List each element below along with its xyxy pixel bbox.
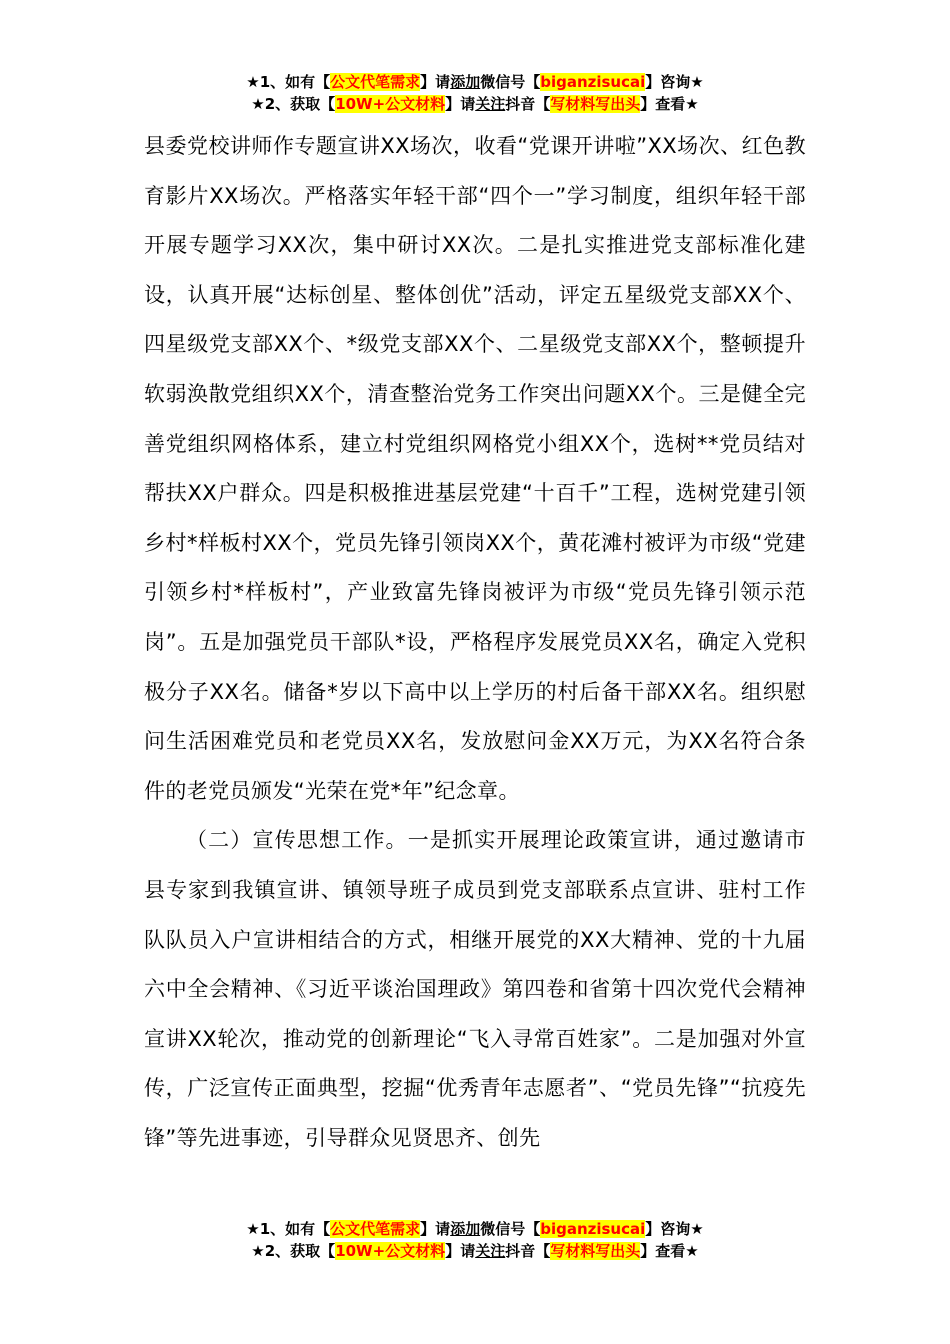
banner-text: 】咨询★	[645, 73, 704, 91]
banner-text: ★2、获取【	[251, 1242, 336, 1260]
banner-text: ★1、如有【	[246, 1220, 331, 1238]
body-paragraph-publicity: （二）宣传思想工作。一是抓实开展理论政策宣讲，通过邀请市县专家到我镇宣讲、镇领导班子成员到党支部联系点宣讲、驻村工作队队员入户宣讲相结合的方式，相继开展党的XX大精神、党的十九届六中全会精神、《习近平谈治国理政》第四卷和省第十四次党代会精神宣讲XX轮次，推动党的创新理论“飞入寻常百姓家”。二是加强对外宣传，广泛宣传正面典型，挖掘“优秀青年志愿者”、“党员先锋”“抗疫先锋”等先进事迹，引导群众见贤思齐、创先	[144, 828, 806, 1150]
banner-text: ★2、获取【	[251, 95, 336, 113]
banner-highlight: 公文代笔需求	[330, 1220, 421, 1238]
banner-text: 微信号【	[480, 1220, 541, 1238]
banner-highlight: 写材料写出头	[550, 1242, 641, 1260]
banner-emphasis: 添加	[450, 1220, 481, 1238]
banner-text: 】请	[420, 73, 451, 91]
header-banner	[0, 71, 950, 115]
body-paragraph-party-building: 县委党校讲师作专题宣讲XX场次，收看“党课开讲啦”XX场次、红色教育影片XX场次。严格落实年轻干部“四个一”学习制度，组织年轻干部开展专题学习XX次，集中研讨XX次。二是扎实推进党支部标准化建设，认真开展“达标创星、整体创优”活动，评定五星级党支部XX个、四星级党支部XX个、*级党支部XX个、二星级党支部XX个，整顿提升软弱涣散党组织XX个，清查整治党务工作突出问题XX个。三是健全完善党组织网格体系，建立村党组织网格党小组XX个，选树**党员结对帮扶XX户群众。四是积极推进基层党建“十百千”工程，选树党建引领乡村*样板村XX个，党员先锋引领岗XX个，黄花滩村被评为市级“党建引领乡村*样板村”，产业致富先锋岗被评为市级“党员先锋引领示范岗”。五是加强党员干部队*设，严格程序发展党员XX名，确定入党积极分子XX名。储备*岁以下高中以上学历的村后备干部XX名。组织慰问生活困难党员和老党员XX名，发放慰问金XX万元，为XX名符合条件的老党员颁发“光荣在党*年”纪念章。	[144, 134, 806, 803]
banner-highlight: biganzisucai	[540, 73, 646, 91]
banner-line-follow	[0, 93, 950, 115]
banner-highlight: 写材料写出头	[550, 95, 641, 113]
footer-banner	[0, 1218, 950, 1262]
banner-line-consult	[0, 71, 950, 93]
banner-text: 】咨询★	[645, 1220, 704, 1238]
banner-emphasis: 添加	[450, 73, 481, 91]
banner-line-follow	[0, 1240, 950, 1262]
banner-text: 微信号【	[480, 73, 541, 91]
banner-highlight: 公文代笔需求	[330, 73, 421, 91]
banner-highlight: 10W+公文材料	[335, 95, 446, 113]
banner-highlight: 10W+公文材料	[335, 1242, 446, 1260]
banner-line-consult	[0, 1218, 950, 1240]
document-body	[144, 122, 806, 1163]
banner-text: ★1、如有【	[246, 73, 331, 91]
banner-emphasis: 关注	[475, 1242, 506, 1260]
banner-emphasis: 关注	[475, 95, 506, 113]
banner-text: 】请	[445, 95, 476, 113]
banner-text: 抖音【	[505, 95, 551, 113]
banner-text: 】查看★	[640, 95, 699, 113]
banner-text: 抖音【	[505, 1242, 551, 1260]
banner-text: 】请	[445, 1242, 476, 1260]
banner-highlight: biganzisucai	[540, 1220, 646, 1238]
banner-text: 】请	[420, 1220, 451, 1238]
banner-text: 】查看★	[640, 1242, 699, 1260]
